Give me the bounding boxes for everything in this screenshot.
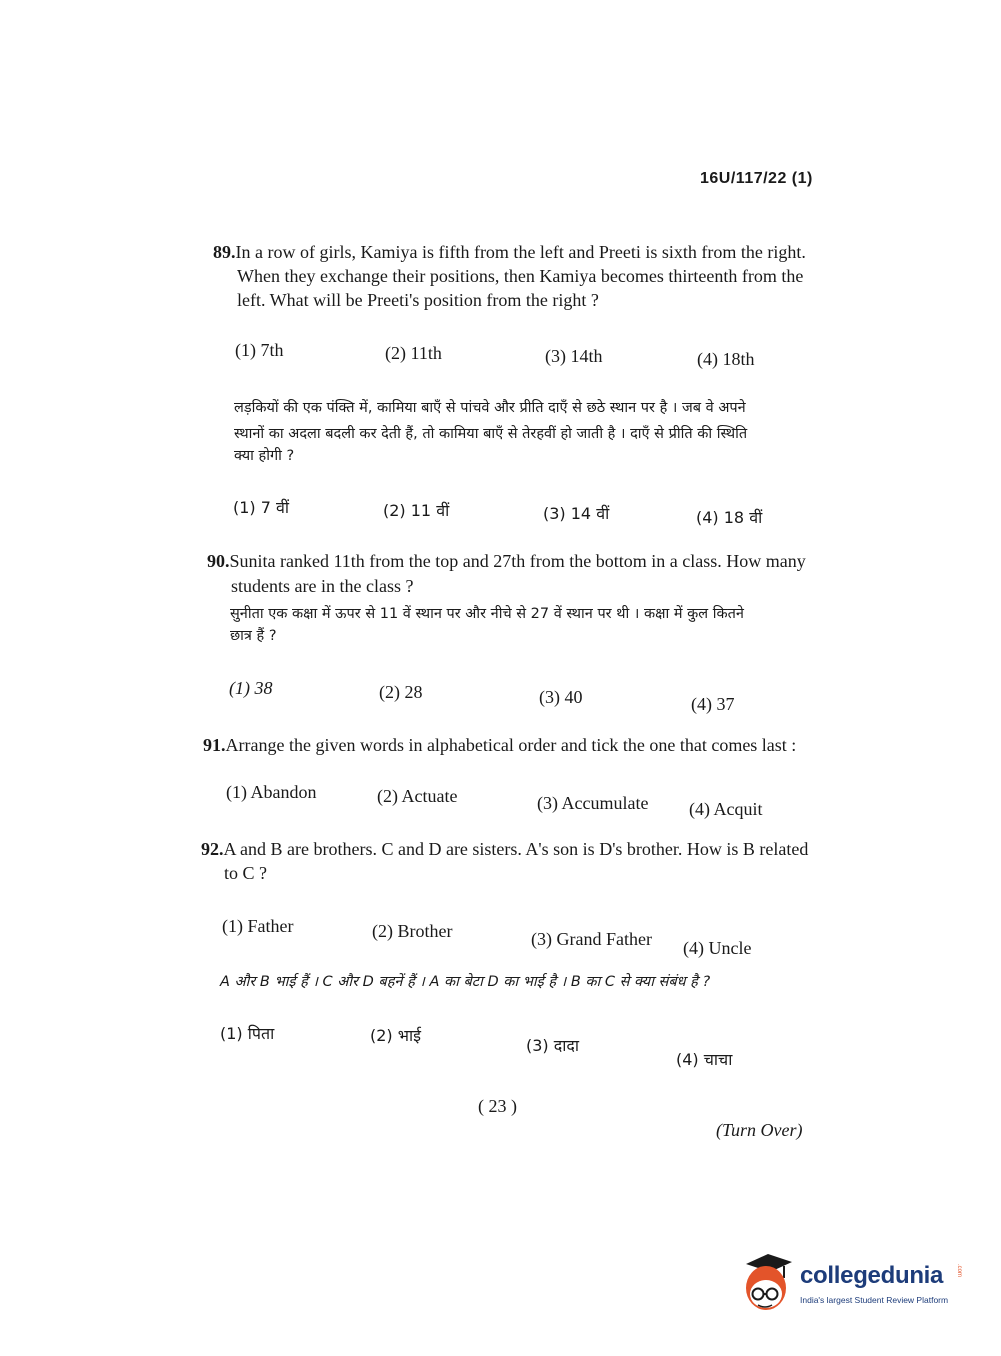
question-number: 89. bbox=[213, 242, 236, 262]
question-number: 90. bbox=[207, 551, 230, 571]
hindi-option-2: (2) 11 वीं bbox=[383, 501, 450, 520]
hindi-text-line: स्थानों का अदला बदली कर देती हैं, तो कामिया बाएँ से तेरहवीं हो जाती है । दाएँ से प्रीति की स्थिति bbox=[234, 426, 748, 442]
option-4: (4) Uncle bbox=[683, 938, 752, 958]
option-2: (2) 11th bbox=[385, 343, 442, 363]
question-text-line: 89.In a row of girls, Kamiya is fifth from the left and Preeti is sixth from the right. bbox=[213, 242, 806, 262]
hindi-text-line: लड़कियों की एक पंक्ति में, कामिया बाएँ से पांचवे और प्रीति दाएँ से छठे स्थान पर है । जब वे अपने bbox=[234, 400, 746, 416]
logo-brand: collegedunia bbox=[800, 1262, 944, 1289]
question-text-line: 90.Sunita ranked 11th from the top and 27th from the bottom in a class. How many bbox=[207, 551, 806, 571]
question-text-line: left. What will be Preeti's position from the right ? bbox=[237, 290, 599, 310]
collegedunia-logo bbox=[740, 1250, 970, 1318]
option-4: (4) 37 bbox=[691, 694, 735, 714]
option-4: (4) 18th bbox=[697, 349, 755, 369]
option-3: (3) 14th bbox=[545, 346, 603, 366]
option-3: (3) Grand Father bbox=[531, 929, 652, 949]
question-text-line: 91.Arrange the given words in alphabetical order and tick the one that comes last : bbox=[203, 735, 797, 755]
mascot-icon bbox=[740, 1250, 800, 1318]
logo-tagline: India's largest Student Review Platform bbox=[800, 1295, 949, 1305]
question-number: 91. bbox=[203, 735, 226, 755]
hindi-option-1: (1) 7 वीं bbox=[233, 498, 290, 517]
paper-code: 16U/117/22 (1) bbox=[700, 170, 813, 187]
option-3: (3) 40 bbox=[539, 687, 583, 707]
logo-com: .com bbox=[956, 1264, 962, 1278]
option-2: (2) 28 bbox=[379, 682, 423, 702]
option-2: (2) Actuate bbox=[377, 786, 458, 806]
hindi-option-4: (4) 18 वीं bbox=[696, 508, 763, 527]
hindi-option-1: (1) पिता bbox=[220, 1024, 275, 1043]
hindi-text-line: छात्र हैं ? bbox=[230, 628, 277, 644]
question-text-line: to C ? bbox=[224, 863, 267, 883]
hindi-text-line: A और B भाई हैं । C और D बहनें हैं । A का बेटा D का भाई है । B का C से क्या संबंध है ? bbox=[220, 974, 711, 990]
option-2: (2) Brother bbox=[372, 921, 453, 941]
page-number: ( 23 ) bbox=[478, 1096, 517, 1116]
hindi-text-line: सुनीता एक कक्षा में ऊपर से 11 वें स्थान पर और नीचे से 27 वें स्थान पर थी । कक्षा में कुल कितने bbox=[230, 606, 744, 622]
option-1: (1) Father bbox=[222, 916, 294, 936]
question-text-line: 92.A and B are brothers. C and D are sisters. A's son is D's brother. How is B related bbox=[201, 839, 809, 859]
hindi-text-line: क्या होगी ? bbox=[234, 448, 295, 464]
turn-over-note: (Turn Over) bbox=[716, 1120, 803, 1140]
option-3: (3) Accumulate bbox=[537, 793, 649, 813]
option-4: (4) Acquit bbox=[689, 799, 763, 819]
option-1: (1) 7th bbox=[235, 340, 284, 360]
option-1: (1) Abandon bbox=[226, 782, 317, 802]
question-number: 92. bbox=[201, 839, 224, 859]
hindi-option-2: (2) भाई bbox=[370, 1026, 421, 1045]
hindi-option-4: (4) चाचा bbox=[676, 1050, 733, 1069]
question-text-line: students are in the class ? bbox=[231, 576, 414, 596]
question-text-line: When they exchange their positions, then Kamiya becomes thirteenth from the bbox=[237, 266, 804, 286]
hindi-option-3: (3) 14 वीं bbox=[543, 504, 610, 523]
hindi-option-3: (3) दादा bbox=[526, 1036, 580, 1055]
option-1: (1) 38 bbox=[229, 678, 273, 698]
